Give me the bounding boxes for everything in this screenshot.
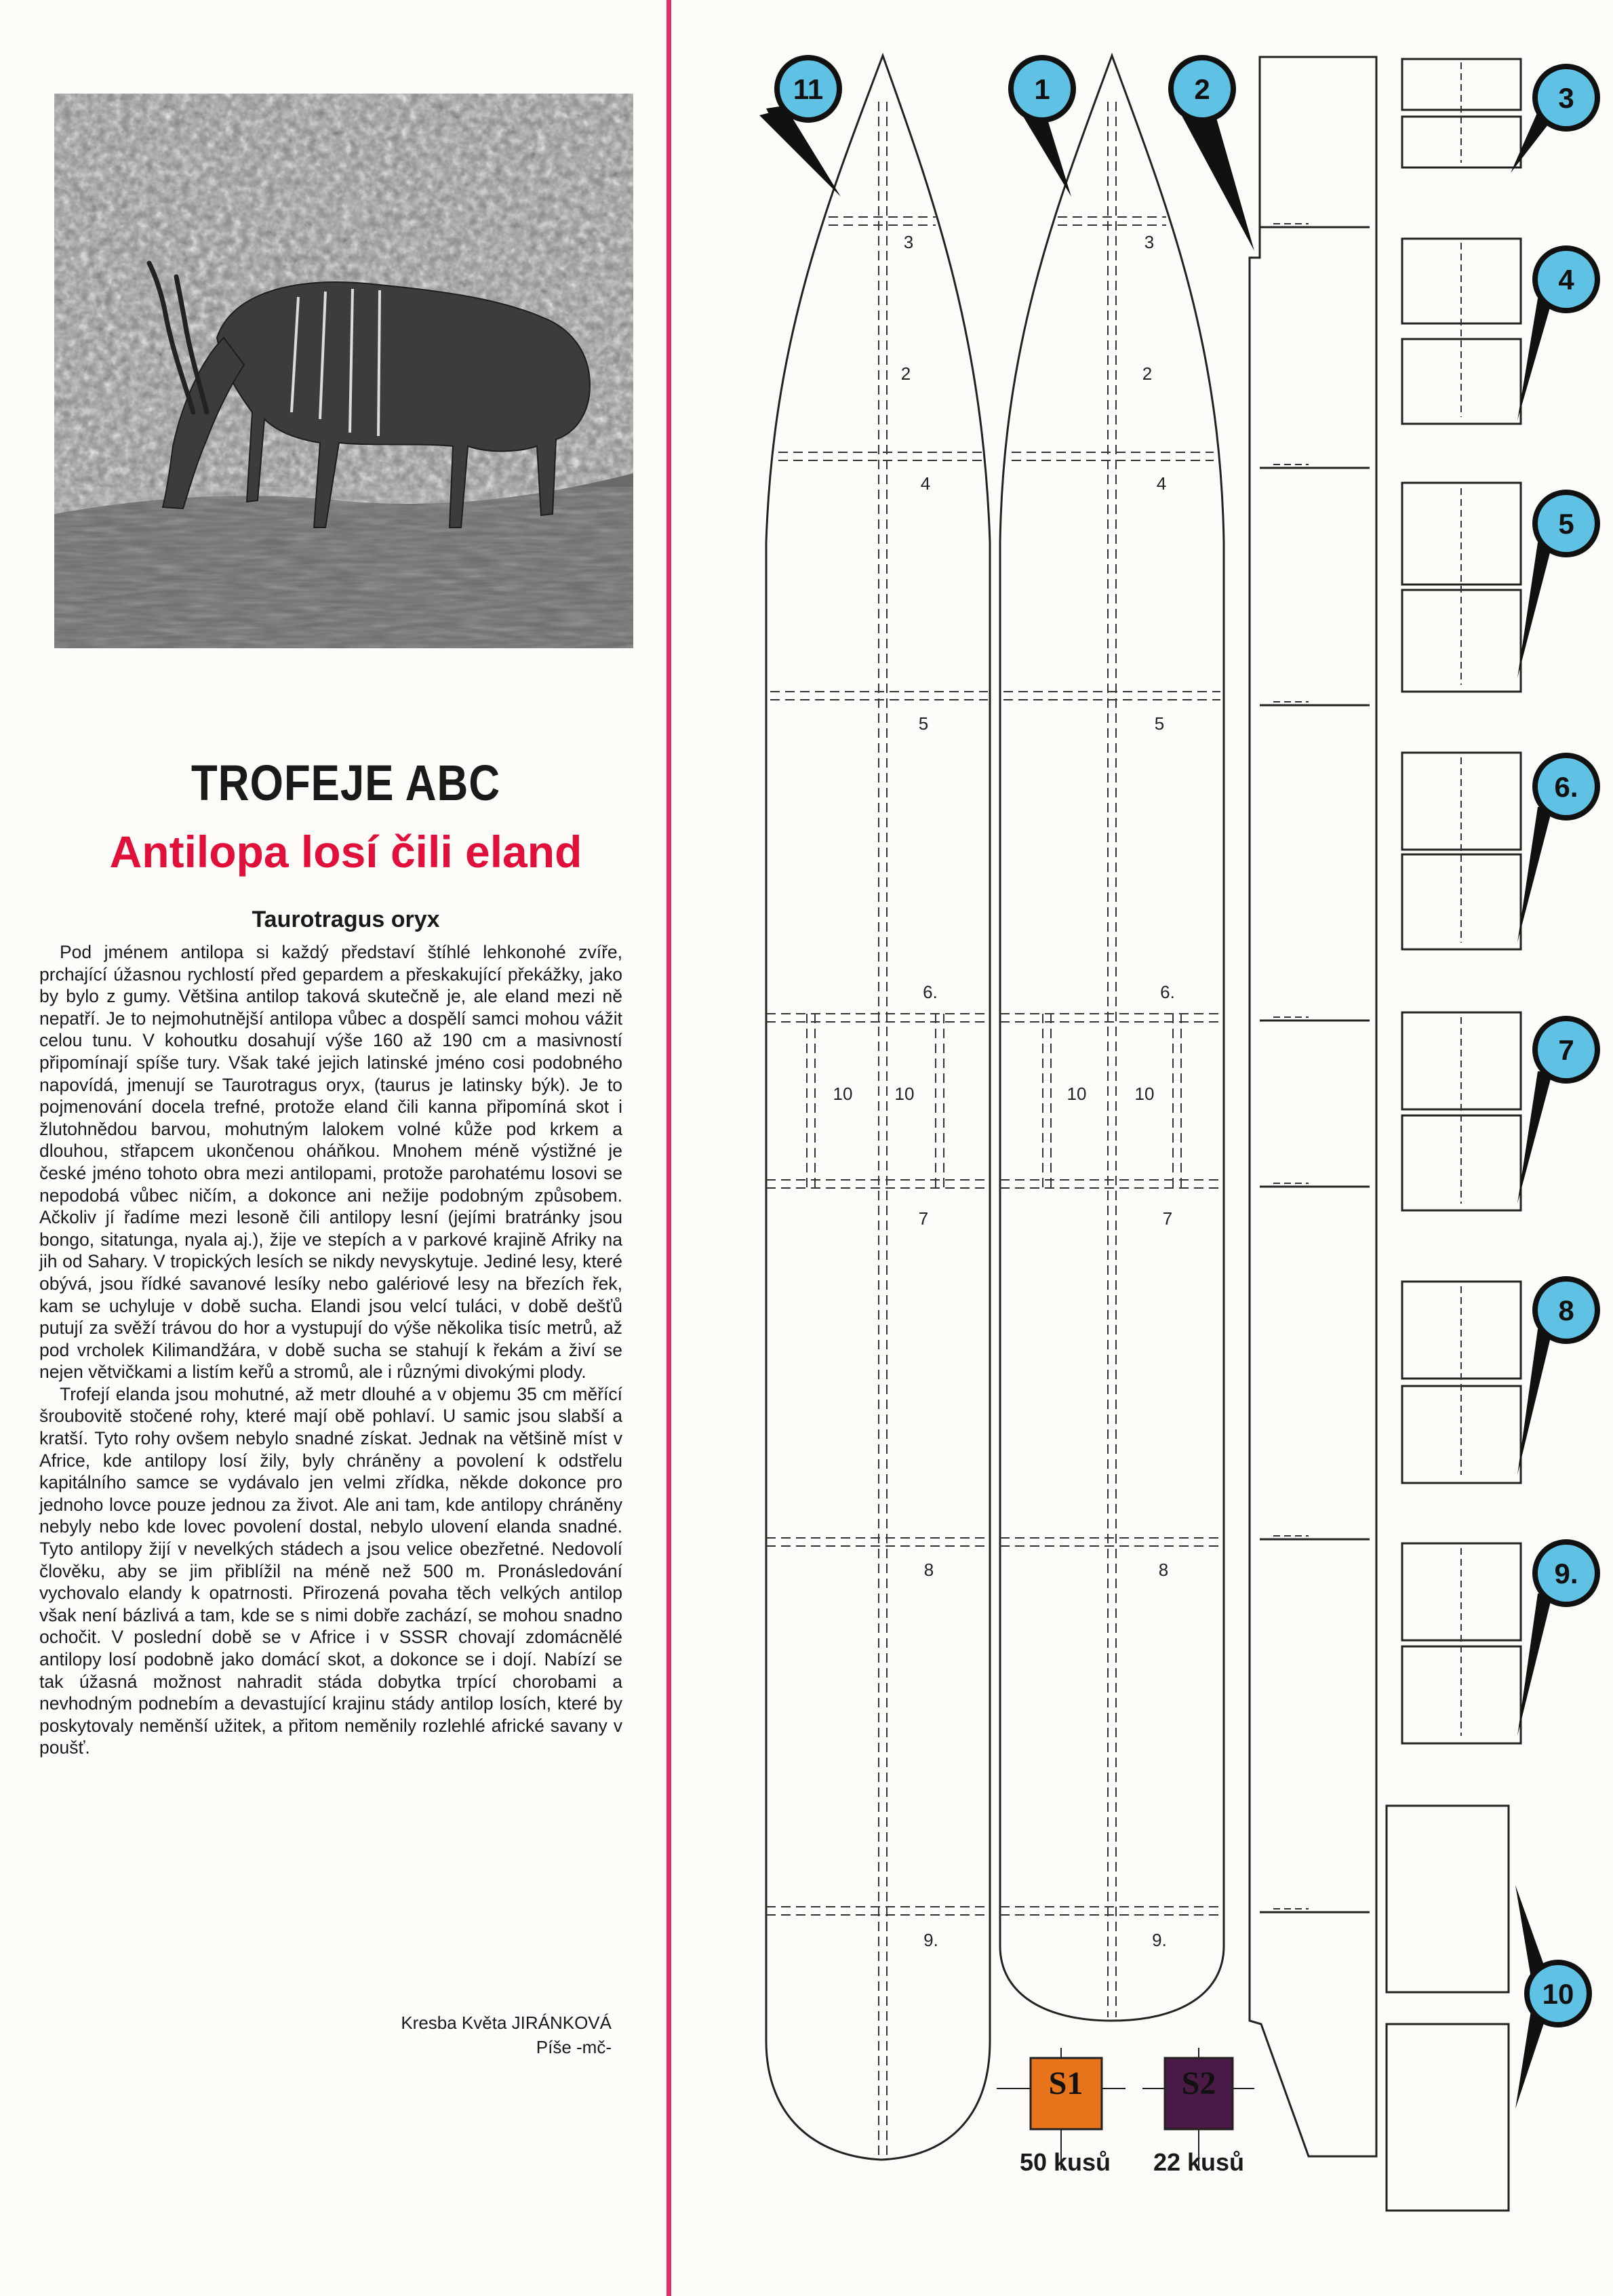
latin-name: Taurotragus oryx [252,907,440,932]
part-markers [759,55,1600,2109]
article-title: Antilopa losí čili eland [109,827,582,877]
fold-label: 10 [1067,1084,1087,1104]
fold-label: 2 [1142,363,1153,384]
fold-label: 5 [918,713,929,734]
part-1-outline [1000,56,1224,2021]
swatch-code: S1 [1048,2065,1083,2101]
swatch-code: S2 [1181,2065,1216,2101]
credit-drawing: Kresba Květa JIRÁNKOVÁ [401,2013,612,2033]
marker-label: 11 [793,73,824,105]
fold-label: 6. [923,982,938,1002]
fold-label: 9. [923,1930,938,1950]
fold-label: 4 [920,473,931,494]
fold-label: 7 [1162,1208,1173,1229]
marker-label: 9. [1554,1558,1578,1589]
series-title: TROFEJE ABC [191,755,501,811]
marker-label: 7 [1558,1034,1574,1066]
fold-label: 10 [833,1084,853,1104]
swatch-count: 50 kusů [1019,2148,1111,2176]
fold-label: 8 [1158,1560,1169,1580]
marker-label: 1 [1034,73,1050,105]
marker-label: 2 [1194,73,1210,105]
fold-label: 10 [894,1084,915,1104]
article-paragraph: Trofejí elanda jsou mohutné, až metr dlouhé a v objemu 35 cm měřící šroubovitě stočené rohy, které mají obě pohlaví. U samic jsou slabší a kratší. Tyto rohy ovšem nebylo snadné získat. Jednak na většině míst v Africe, kde antilopy losí žily, byly chráněny a povolení k odstřelu kapitálního samce se vydávalo jen velmi zřídka, někde dokonce pro jednoho lovce pouze jednou za život. Ale ani tam, kde antilopy chráněny nebyly nebo kde lovec povolení dostal, nebylo ulovení elanda snadné. Tyto antilopy žijí v nevelkých stádech a jsou velice obezřetné. Nedovolí člověku, aby se jim přiblížil na méně než 500 m. Pronásledování vychovalo elandy k opatrnosti. Přirozená povaha těch velkých antilop však není bázlivá a tam, kde se s nimi dobře zachází, se mohou snadno ochočit. V poslední době se v Africe i v SSSR chovají zdomácnělé antilopy losí podobně jako domácí skot, a dokonce se i dojí. Nabízí se tak úžasná možnost nahradit stáda dobytka trpící chorobami a nevhodným podnebím a devastující krajinu stády antilop losích, které by poskytovaly neměnší užitek, a přitom neměnily rozlehlé africké savany v poušť. [39,1383,622,1758]
part-2-outline [1250,57,1376,2156]
marker-label: 3 [1558,82,1574,114]
fold-label: 6. [1160,982,1175,1002]
marker-label: 10 [1542,1978,1574,2010]
fold-label: 9. [1152,1930,1167,1950]
marker-label: 5 [1558,508,1574,540]
credit-author: Píše -mč- [536,2037,612,2057]
fold-label: 10 [1134,1084,1155,1104]
swatch-count: 22 kusů [1153,2148,1245,2176]
fold-label: 4 [1156,473,1167,494]
article-paragraph: Pod jménem antilopa si každý představí štíhlé lehkonohé zvíře, prchající úžasnou rychlostí před gepardem a přeskakující překážky, jako by bylo z gumy. Většina antilop taková skutečně je, ale eland mezi ně nepatří. Je to nejmohutnější antilopa vůbec a dospělí samci mohou vážit celou tunu. V kohoutku dosahují výše 160 až 190 cm a masivností připomínají spíše tury. Však také jejich latinské jméno cosi podobného napovídá, jmenují se Taurotragus oryx, (taurus je latinsky býk). Je to pojmenování docela trefné, protože eland čili kanna připomíná skot i žlutohnědou barvou, mohutným lalokem volné kůže pod krkem a dlouhou, střapcem ukončenou oháňkou. Mnohem méně výstižné je české jméno tohoto obra mezi antilopami, protože parohatému losovi se nepodobá vůbec ničím, a dokonce ani nežije podobným způsobem. Ačkoliv jí řadíme mezi lesoně čili antilopy lesní (jejími bratránky jsou bongo, sitatunga, nyala aj.), žije ve stepích a v parkové krajině Afriky na jih od Sahary. V tropických lesích se nikdy nevyskytuje. Jediné lesy, které obývá, jsou řídké savanové lesíky nebo galériové lesy na březích řek, kam se uchyluje v době sucha. Elandi jsou velcí tuláci, v době dešťů putují za svěží trávou do hor a vystupují do výše několika tisíc metrů, až pod vrcholek Kilimandžára, v době sucha se stahují k řekám a živí se nejen větvičkami a listím keřů a stromů, ale i různými divokými plody. [39,942,622,1383]
fold-label: 5 [1154,713,1165,734]
fold-label: 2 [900,363,911,384]
fold-label: 8 [923,1560,934,1580]
marker-label: 8 [1558,1294,1574,1326]
fold-label: 7 [918,1208,929,1229]
marker-label: 6. [1554,771,1578,803]
fold-label: 3 [1144,232,1155,252]
marker-label: 4 [1558,264,1574,296]
fold-label: 3 [903,232,914,252]
